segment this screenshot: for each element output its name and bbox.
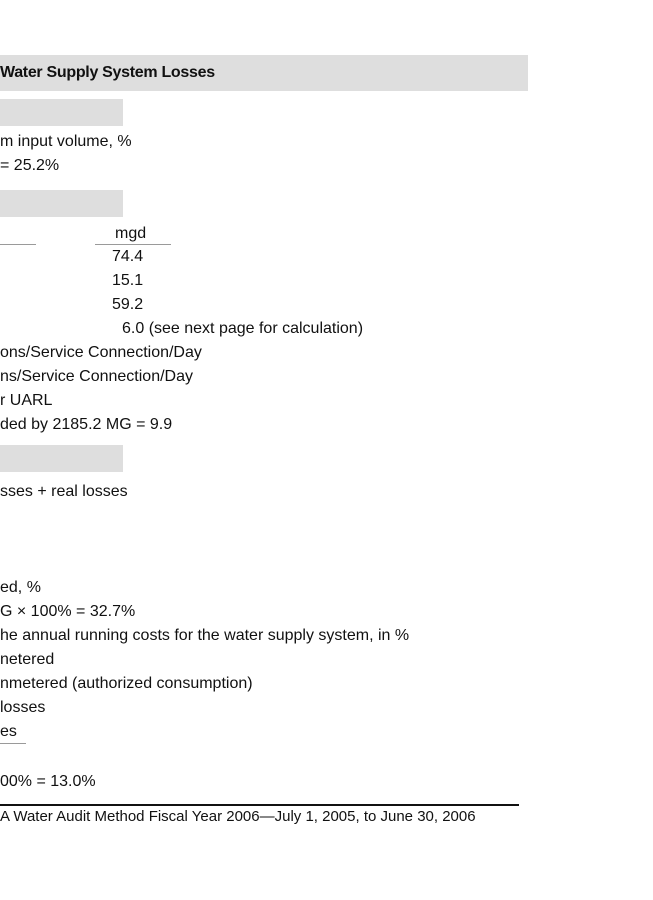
section3-line-7: losses — [0, 699, 46, 716]
section3-line-9: 00% = 13.0% — [0, 773, 96, 790]
value-row-4: 6.0 (see next page for calculation) — [122, 320, 364, 337]
column-header-mgd: mgd — [115, 225, 147, 242]
section2-line-4: ded by 2185.2 MG = 9.9 — [0, 416, 173, 433]
section3-line-2: ed, % — [0, 579, 41, 596]
page-footer: A Water Audit Method Fiscal Year 2006—July 1, 2005, to June 30, 2006 — [0, 808, 476, 825]
page-title: Water Supply System Losses — [0, 64, 215, 81]
section3-line-3: G × 100% = 32.7% — [0, 603, 136, 620]
section3-line-6: nmetered (authorized consumption) — [0, 675, 253, 692]
section2-line-2: ns/Service Connection/Day — [0, 368, 193, 385]
section2-line-1: ons/Service Connection/Day — [0, 344, 202, 361]
sum-underline-rule — [0, 743, 26, 744]
section-header-band-3 — [0, 445, 123, 472]
value-row-1: 74.4 — [112, 248, 144, 265]
footer-rule — [0, 804, 519, 806]
label-column-rule — [0, 244, 36, 245]
section1-line-1: m input volume, % — [0, 133, 132, 150]
section1-line-2: = 25.2% — [0, 157, 60, 174]
section3-line-5: netered — [0, 651, 55, 668]
section-header-band-1 — [0, 99, 123, 126]
section3-line-4: he annual running costs for the water supply system, in % — [0, 627, 410, 644]
section-header-band-2 — [0, 190, 123, 217]
section3-line-8: es — [0, 723, 17, 740]
section3-line-1: sses + real losses — [0, 483, 128, 500]
value-row-2: 15.1 — [112, 272, 144, 289]
section2-line-3: r UARL — [0, 392, 53, 409]
mgd-column-rule — [95, 244, 171, 245]
value-row-3: 59.2 — [112, 296, 144, 313]
